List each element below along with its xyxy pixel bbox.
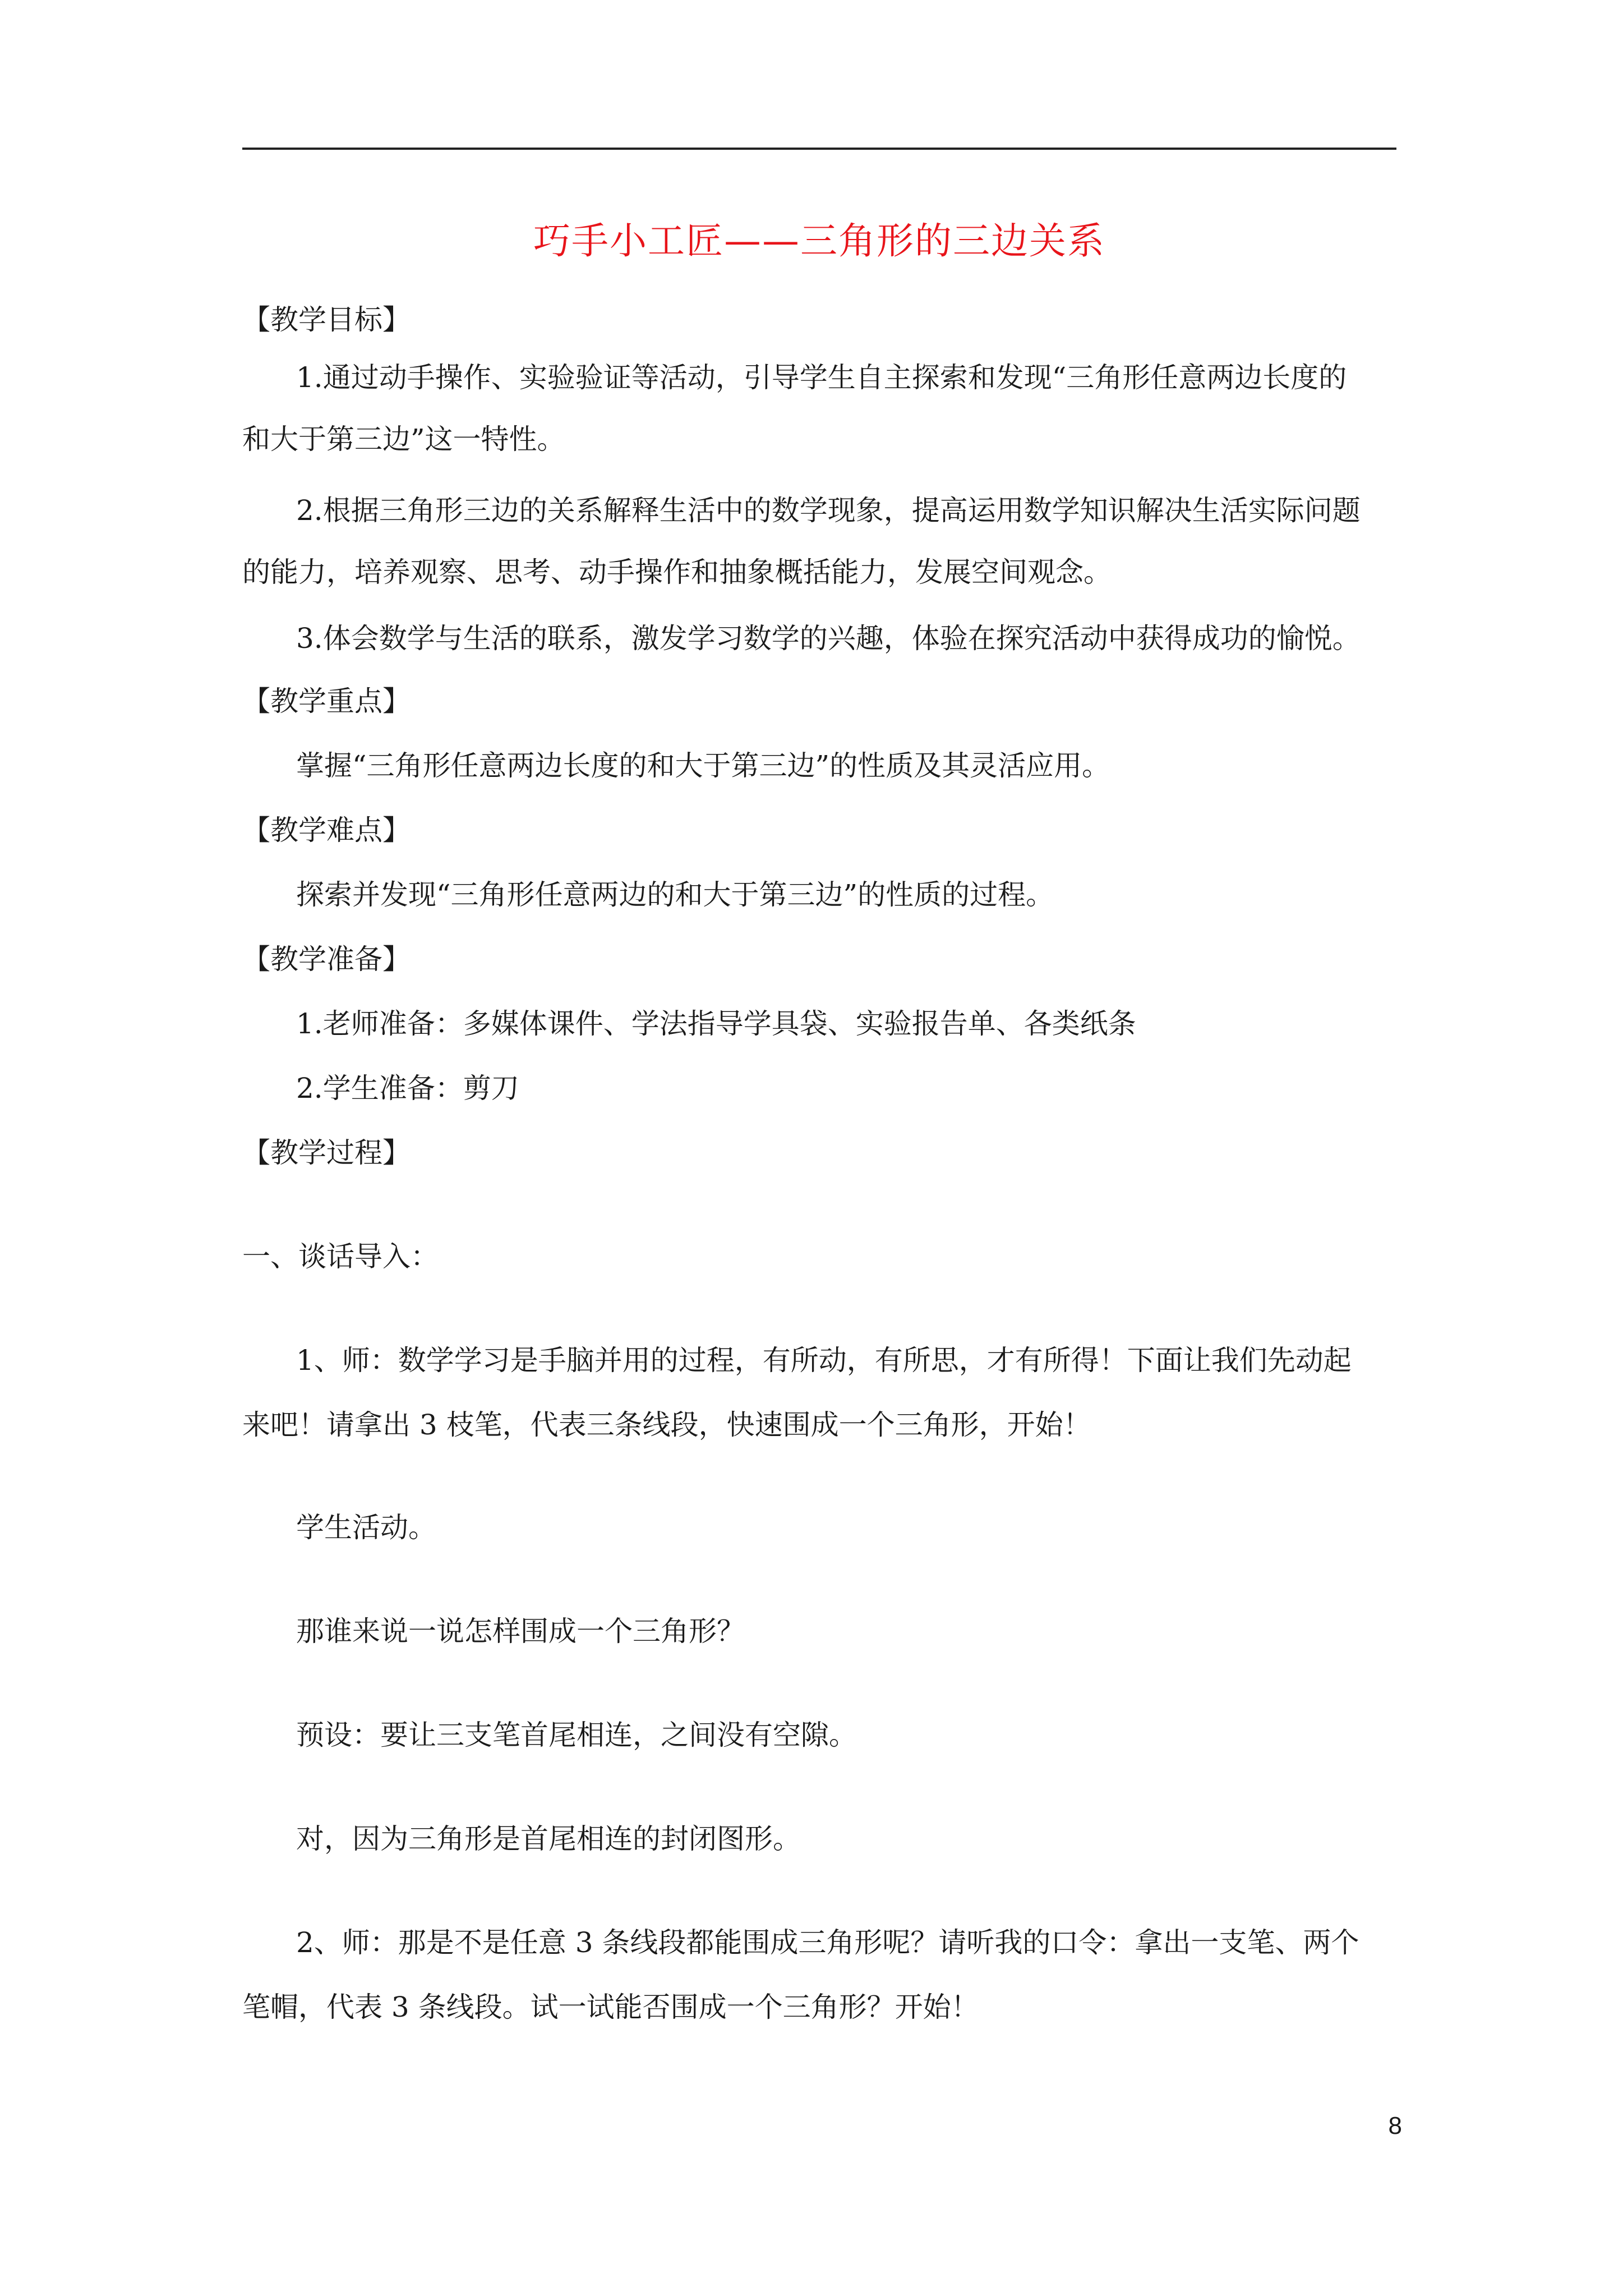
key-point-text: 掌握“三角形任意两边长度的和大于第三边”的性质及其灵活应用。 xyxy=(296,749,1110,782)
teacher-preparation: 1.老师准备：多媒体课件、学法指导学具袋、实验报告单、各类纸条 xyxy=(296,1007,1136,1040)
difficulty-heading: 【教学难点】 xyxy=(242,814,411,846)
difficulty-text: 探索并发现“三角形任意两边的和大于第三边”的性质的过程。 xyxy=(296,878,1054,911)
paragraph-2: 学生活动。 xyxy=(296,1511,436,1544)
objective-2-line-1: 2.根据三角形三边的关系解释生活中的数学现象，提高运用数学知识解决生活实际问题 xyxy=(296,494,1361,527)
process-heading: 【教学过程】 xyxy=(242,1137,411,1169)
objective-1-line-2: 和大于第三边”这一特性。 xyxy=(242,423,565,455)
paragraph-1-line-2: 来吧！请拿出 3 枝笔，代表三条线段，快速围成一个三角形，开始！ xyxy=(242,1409,1091,1441)
section-1-heading: 一、谈话导入： xyxy=(242,1240,439,1273)
header-rule xyxy=(242,148,1396,150)
objectives-heading: 【教学目标】 xyxy=(242,303,411,336)
student-preparation: 2.学生准备：剪刀 xyxy=(296,1072,519,1105)
objective-1-line-1: 1.通过动手操作、实验验证等活动，引导学生自主探索和发现“三角形任意两边长度的 xyxy=(296,361,1347,394)
document-title: 巧手小工匠——三角形的三边关系 xyxy=(533,219,1105,263)
page-number: 8 xyxy=(1388,2112,1402,2139)
paragraph-5: 对，因为三角形是首尾相连的封闭图形。 xyxy=(296,1823,801,1855)
preparation-heading: 【教学准备】 xyxy=(242,943,411,976)
paragraph-4: 预设：要让三支笔首尾相连，之间没有空隙。 xyxy=(296,1719,857,1751)
key-point-heading: 【教学重点】 xyxy=(242,685,411,717)
paragraph-6-line-2: 笔帽，代表 3 条线段。试一试能否围成一个三角形？开始！ xyxy=(242,1991,979,2023)
paragraph-1-line-1: 1、师：数学学习是手脑并用的过程，有所动，有所思，才有所得！下面让我们先动起 xyxy=(296,1344,1352,1377)
paragraph-3: 那谁来说一说怎样围成一个三角形？ xyxy=(296,1615,745,1648)
objective-2-line-2: 的能力，培养观察、思考、动手操作和抽象概括能力，发展空间观念。 xyxy=(242,556,1112,588)
paragraph-6-line-1: 2、师：那是不是任意 3 条线段都能围成三角形呢？请听我的口令：拿出一支笔、两个 xyxy=(296,1926,1359,1959)
objective-3: 3.体会数学与生活的联系，激发学习数学的兴趣，体验在探究活动中获得成功的愉悦。 xyxy=(296,622,1361,655)
